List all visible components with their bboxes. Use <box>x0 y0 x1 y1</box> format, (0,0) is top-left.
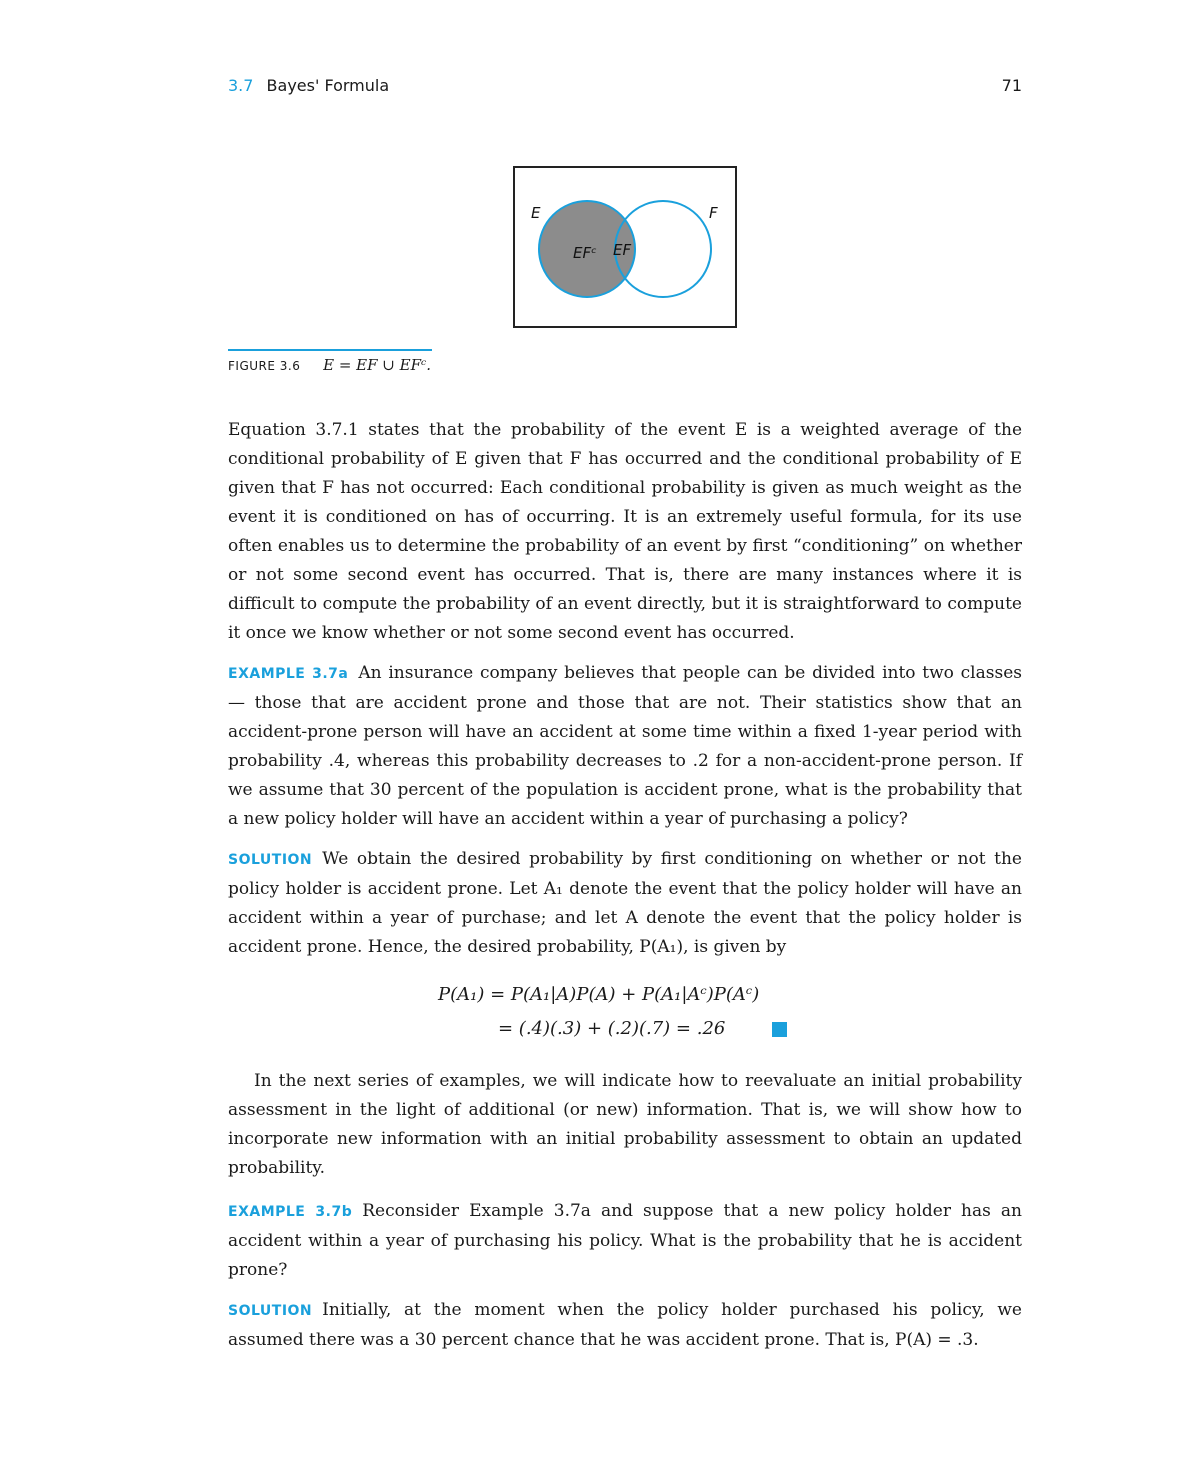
end-of-proof-square <box>772 1022 787 1037</box>
example-label: EXAMPLE 3.7b <box>228 1204 353 1220</box>
solution-text: We obtain the desired probability by first conditioning on whether or not the policy holder is accident prone. Let A₁ denote the event that the policy holder will have an accident within a year of purchase; and let A denote the event that the policy holder is accident prone. Hence, the desired probability, P(A₁), is given by <box>228 849 1022 957</box>
solution-label: SOLUTION <box>228 1303 313 1319</box>
venn-diagram-figure <box>513 166 737 328</box>
paragraph-reevaluate: In the next series of examples, we will indicate how to reevaluate an initial probability assessment in the light of additional (or new) information. That is, we will show how to incorporate new information with an initial probability assessment to obtain an updated probability. <box>228 1071 1022 1178</box>
caption-rule <box>228 349 432 351</box>
equation-line-1: P(A₁) = P(A₁|A)P(A) + P(A₁|Aᶜ)P(Aᶜ) <box>438 984 760 1005</box>
example-text: Reconsider Example 3.7a and suppose that a new policy holder has an accident within a year of purchasing his policy. What is the probability that he is accident prone? <box>228 1201 1022 1280</box>
running-head <box>228 76 1022 100</box>
example-text: An insurance company believes that people can be divided into two classes — those that are accident prone and those that are not. Their statistics show that an accident-prone person will have an accident at some time within a fixed 1-year period with probability .4, whereas this probability decreases to .2 for a non-accident-prone person. If we assume that 30 percent of the population is accident prone, what is the probability that a new policy holder will have an accident within a year of purchasing a policy? <box>228 663 1022 829</box>
example-3-7a <box>228 659 1022 834</box>
example-label: EXAMPLE 3.7a <box>228 666 349 682</box>
solution-3-7b <box>228 1296 1022 1355</box>
section-title: Bayes' Formula <box>266 76 390 95</box>
section-number: 3.7 <box>228 76 254 95</box>
page-number: 71 <box>1001 76 1022 95</box>
region-EF: EF <box>613 241 632 259</box>
paragraph-weighted-average: Equation 3.7.1 states that the probability of the event E is a weighted average of the conditional probability of E given that F has occurred and the conditional probability of E given that F has not occurred: Each conditional probability is given as much weight as the event it is conditioned on has of occurring. It is an extremely useful formula, for its use often enables us to determine the probability of an event by first “conditioning” on whether or not some second event has occurred. That is, there are many instances where it is difficult to compute the probability of an event directly, but it is straightforward to compute it once we know whether or not some second event has occurred. <box>228 420 1022 643</box>
caption-math: E = EF ∪ EFᶜ. <box>323 356 432 374</box>
solution-3-7a <box>228 845 1022 962</box>
caption-label: FIGURE 3.6 <box>228 359 301 373</box>
figure-caption <box>228 356 431 374</box>
example-3-7b <box>228 1197 1022 1285</box>
label-E: E <box>531 204 541 222</box>
label-F: F <box>709 204 718 222</box>
solution-label: SOLUTION <box>228 852 313 868</box>
solution-text: Initially, at the moment when the policy holder purchased his policy, we assumed there was a 30 percent chance that he was accident prone. That is, P(A) = .3. <box>228 1300 1022 1350</box>
region-EFc: EFᶜ <box>573 244 597 262</box>
equation-line-2: = (.4)(.3) + (.2)(.7) = .26 <box>498 1018 726 1039</box>
